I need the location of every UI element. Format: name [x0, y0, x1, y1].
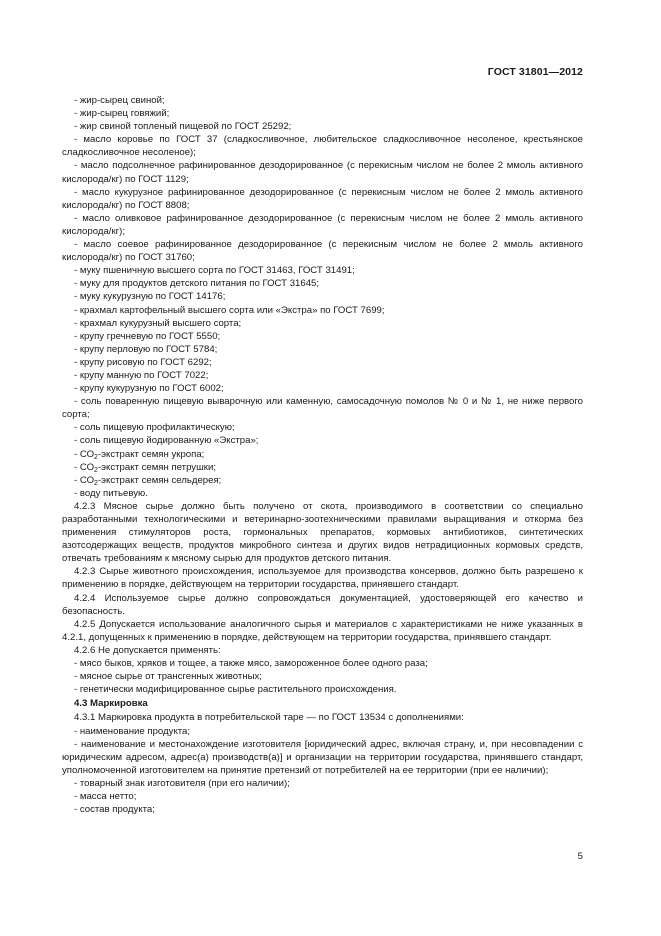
paragraph: 4.2.3 Сырье животного происхождения, используемое для производства консервов, должно быть разрешено к применению в порядке, действующем на территории государства, принявшего стандарт. [62, 566, 583, 591]
co2-subscript: 2 [94, 453, 98, 461]
page-number: 5 [577, 851, 583, 862]
co2-prefix: - СО [74, 461, 95, 473]
list-item: - муку кукурузную по ГОСТ 14176; [74, 291, 226, 303]
list-item: - масло коровье по ГОСТ 37 (сладкосливочное, любительское сладкосливочное несоленое, крестьянское сладкосливочное несоленое); [62, 134, 583, 159]
list-item: - масло соевое рафинированное дезодорированное (с перекисным числом не более 2 ммоль активного кислорода/кг) по ГОСТ 31760; [62, 239, 583, 264]
list-item: - наименование и местонахождение изготовителя [юридический адрес, включая страну, и, при несовпадении с юридическим адресом, адрес(а) производств(а)] и организации на территории государства, принявшего стандарт, уполномоченной изготовителем на принятие претензий от потребителей на ее территории (при ее наличии); [62, 738, 583, 776]
list-item: - жир-сырец говяжий; [74, 108, 170, 120]
co2-rest: -экстракт семян укропа; [97, 448, 205, 460]
co2-prefix: - СО [74, 474, 95, 486]
list-item: - жир-сырец свиной; [74, 95, 165, 106]
list-item: - масло кукурузное рафинированное дезодорированное (с перекисным числом не более 2 ммоль активного кислорода/кг) по ГОСТ 8808; [62, 186, 583, 211]
co2-rest: -экстракт семян петрушки; [97, 461, 217, 473]
list-item: - соль пищевую йодированную «Экстра»; [74, 435, 259, 447]
list-item: - крахмал картофельный высшего сорта или «Экстра» по ГОСТ 7699; [74, 304, 385, 316]
co2-prefix: - СО [74, 448, 95, 460]
paragraph: 4.3.1 Маркировка продукта в потребительской таре — по ГОСТ 13534 с дополнениями: [74, 712, 464, 724]
list-item: - товарный знак изготовителя (при его наличии); [74, 777, 290, 789]
document-code: ГОСТ 31801—2012 [487, 66, 583, 78]
list-item: - воду питьевую. [74, 487, 148, 499]
list-item: - соль поваренную пищевую выварочную или каменную, самосадочную помолов № 0 и № 1, не ниже первого сорта; [62, 396, 583, 421]
list-item: - крупу гречневую по ГОСТ 5550; [74, 330, 221, 342]
list-item: - соль пищевую профилактическую; [74, 422, 235, 434]
co2-subscript: 2 [94, 466, 98, 474]
list-item: - крупу кукурузную по ГОСТ 6002; [74, 383, 224, 395]
co2-subscript: 2 [94, 479, 98, 487]
paragraph: 4.2.6 Не допускается применять: [74, 644, 221, 656]
list-item-co2 [62, 448, 583, 461]
list-item: - крахмал кукурузный высшего сорта; [74, 317, 242, 329]
list-item: - крупу рисовую по ГОСТ 6292; [74, 356, 212, 368]
paragraph: 4.2.4 Используемое сырье должно сопровождаться документацией, удостоверяющей его качество и безопасность. [62, 592, 583, 617]
list-item-co2 [62, 474, 583, 487]
list-item: - состав продукта; [74, 804, 155, 816]
paragraph: 4.2.3 Мясное сырье должно быть получено от скота, производимого в соответствии со специально разработанными технологическими и ветеринарно-зоотехническими правилами выращивания и откорма без применения стимуляторов роста, гормональных препаратов, кормовых антибиотиков, синтетических азотсодержащих веществ, продуктов микробного синтеза и других видов нетрадиционных кормовых средств, отвечать требованиям к мясному сырью для продуктов детского питания. [62, 500, 583, 565]
list-item: - жир свиной топленый пищевой по ГОСТ 25292; [74, 121, 292, 133]
list-item: - мясное сырье от трансгенных животных; [74, 671, 262, 683]
list-item: - наименование продукта; [74, 725, 191, 737]
list-item: - муку пшеничную высшего сорта по ГОСТ 31463, ГОСТ 31491; [74, 265, 355, 277]
document-body [62, 94, 583, 816]
list-item: - масса нетто; [74, 790, 137, 802]
list-item: - крупу манную по ГОСТ 7022; [74, 369, 209, 381]
paragraph: 4.2.5 Допускается использование аналогичного сырья и материалов с характеристиками не ниже указанных в 4.2.1, допущенных к применению в порядке, действующем на территории государства, принявшего стандарт. [62, 618, 583, 643]
list-item-co2 [62, 461, 583, 474]
list-item: - муку для продуктов детского питания по ГОСТ 31645; [74, 278, 320, 290]
list-item: - генетически модифицированное сырье растительного происхождения. [74, 684, 397, 696]
list-item: - масло подсолнечное рафинированное дезодорированное (с перекисным числом не более 2 ммоль активного кислорода/кг) по ГОСТ 1129; [62, 160, 583, 185]
list-item: - масло оливковое рафинированное дезодорированное (с перекисным числом не более 2 ммоль активного кислорода/кг); [62, 212, 583, 237]
list-item: - крупу перловую по ГОСТ 5784; [74, 343, 218, 355]
list-item: - мясо быков, хряков и тощее, а также мясо, замороженное более одного раза; [74, 658, 428, 670]
section-heading: 4.3 Маркировка [74, 698, 148, 710]
co2-rest: -экстракт семян сельдерея; [97, 474, 222, 486]
